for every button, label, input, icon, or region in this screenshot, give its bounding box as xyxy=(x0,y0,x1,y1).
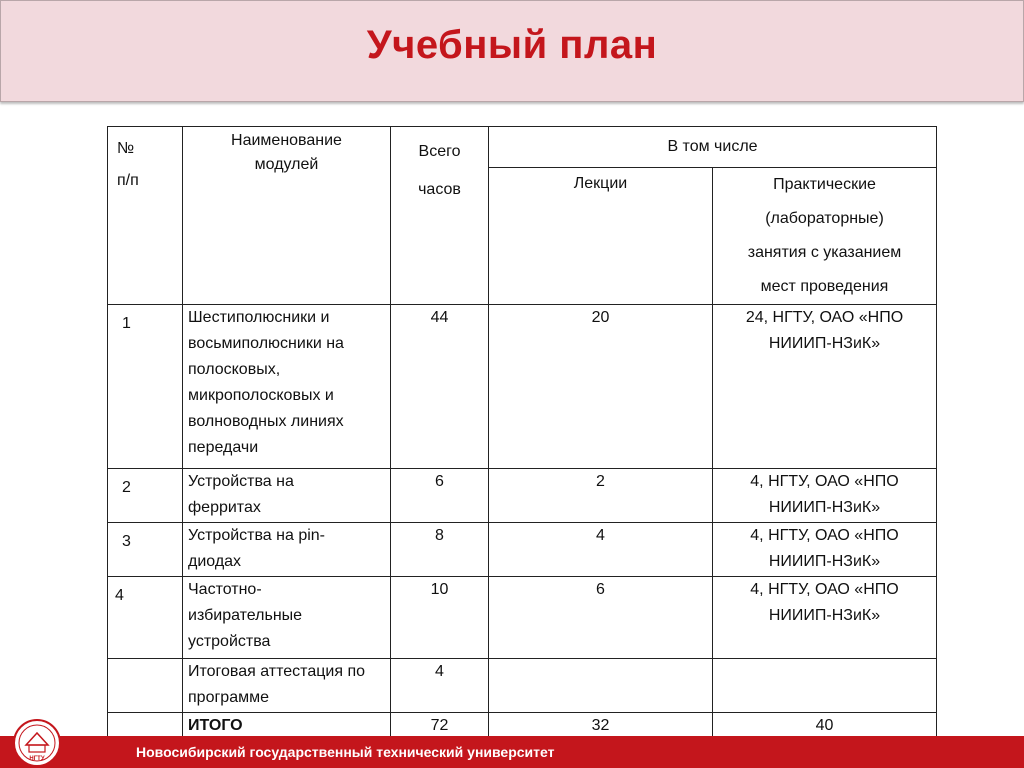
header-num xyxy=(108,127,183,305)
row-practical-text: 24, НГТУ, ОАО «НПО НИИИП-НЗиК» xyxy=(745,309,904,352)
row-total: 44 xyxy=(391,305,489,469)
row-practical-text: 4, НГТУ, ОАО «НПО НИИИП-НЗиК» xyxy=(750,527,899,570)
curriculum-table xyxy=(107,126,937,740)
row-name xyxy=(183,523,391,577)
header-total-line2: часов xyxy=(418,181,461,198)
row-total: 8 xyxy=(391,523,489,577)
header-practical xyxy=(713,168,937,305)
row-practical xyxy=(713,659,937,713)
slide-title: Учебный план xyxy=(366,23,658,67)
row-name-text: Устройства на ферритах xyxy=(188,473,294,516)
header-num-line2: п/п xyxy=(117,172,139,189)
row-num: 3 xyxy=(108,523,183,577)
row-name xyxy=(183,577,391,659)
row-num: 4 xyxy=(108,577,183,659)
row-practical xyxy=(713,469,937,523)
header-lectures: Лекции xyxy=(489,168,713,305)
total-hours: 72 xyxy=(391,713,489,740)
row-total: 10 xyxy=(391,577,489,659)
row-num xyxy=(108,659,183,713)
row-name: Шестиполюсники и восьмиполюсники на полосковых, микрополосковых и волноводных линиях передачи xyxy=(183,305,391,469)
total-lectures: 32 xyxy=(489,713,713,740)
header-including: В том числе xyxy=(489,127,937,168)
row-name: Итоговая аттестация по программе xyxy=(183,659,391,713)
row-total: 6 xyxy=(391,469,489,523)
table-header-row xyxy=(108,127,937,168)
row-num: 2 xyxy=(108,469,183,523)
row-total: 4 xyxy=(391,659,489,713)
row-practical xyxy=(713,305,937,469)
title-bar xyxy=(0,0,1024,102)
total-practical: 40 xyxy=(713,713,937,740)
table-row xyxy=(108,469,937,523)
table-row xyxy=(108,659,937,713)
row-practical-text: 4, НГТУ, ОАО «НПО НИИИП-НЗиК» xyxy=(750,473,899,516)
row-practical-text: 4, НГТУ, ОАО «НПО НИИИП-НЗиК» xyxy=(750,581,899,624)
row-lectures: 4 xyxy=(489,523,713,577)
header-name xyxy=(183,127,391,305)
seal-text: НГТУ xyxy=(29,756,45,762)
header-name-text: Наименование модулей xyxy=(231,132,342,173)
row-practical xyxy=(713,523,937,577)
row-num: 1 xyxy=(108,305,183,469)
header-total-line1: Всего xyxy=(418,143,461,160)
table-row xyxy=(108,305,937,469)
row-lectures: 20 xyxy=(489,305,713,469)
row-name-text: Устройства на pin-диодах xyxy=(188,527,326,570)
header-total xyxy=(391,127,489,305)
table-row xyxy=(108,577,937,659)
total-label: ИТОГО xyxy=(183,713,391,740)
row-practical xyxy=(713,577,937,659)
row-lectures: 2 xyxy=(489,469,713,523)
row-lectures xyxy=(489,659,713,713)
footer-bar xyxy=(0,736,1024,768)
row-name-text: Частотно-избирательные устройства xyxy=(188,581,303,650)
university-seal-icon xyxy=(12,718,62,768)
header-num-line1: № xyxy=(117,140,135,157)
table-row xyxy=(108,523,937,577)
footer-text: Новосибирский государственный технический университет xyxy=(136,744,555,760)
row-name xyxy=(183,469,391,523)
row-lectures: 6 xyxy=(489,577,713,659)
header-practical-text: Практические (лабораторные) занятия с указанием мест проведения xyxy=(747,176,902,295)
